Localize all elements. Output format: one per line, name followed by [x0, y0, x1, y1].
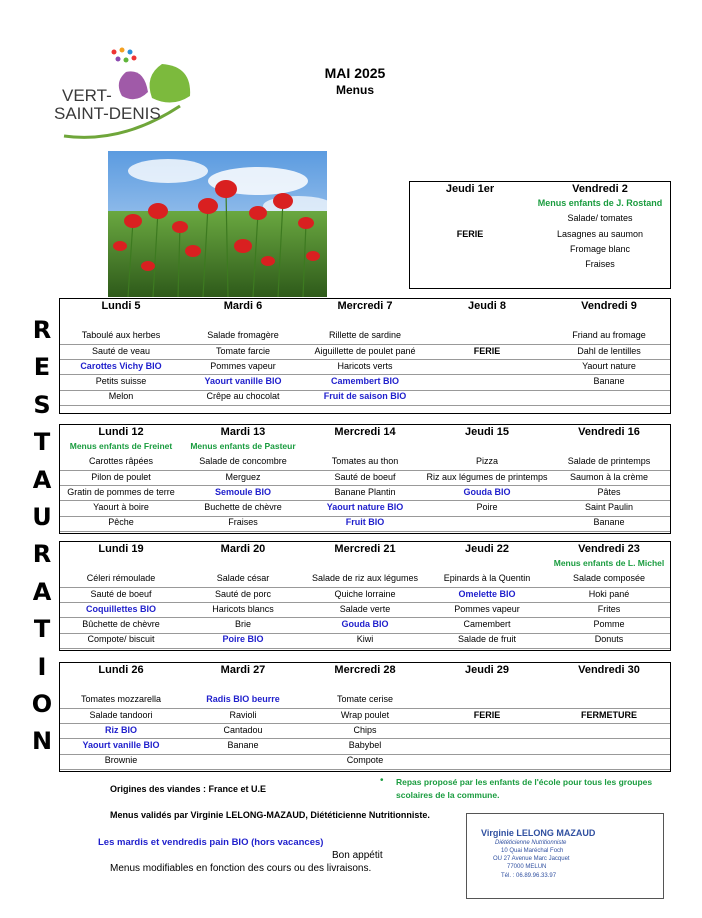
menu-item: Salade de printemps	[567, 456, 651, 467]
day-header: Vendredi 9	[581, 300, 637, 312]
menu-item: Epinards à la Quentin	[443, 573, 531, 584]
kids-note-line1: Repas proposé par les enfants de l'école pour tous les groupes	[396, 777, 653, 787]
vertical-letter: S	[33, 390, 51, 419]
day-header: Mardi 20	[220, 543, 266, 555]
menu-item	[548, 738, 670, 753]
menu-item: Carottes râpées	[88, 456, 154, 467]
kids-menu-label: Menus enfants de Pasteur	[190, 441, 296, 451]
menu-item: Kiwi	[356, 634, 374, 645]
menu-item: Melon	[108, 391, 134, 402]
day-header: Vendredi 30	[578, 664, 640, 676]
menu-item: Yaourt nature BIO	[326, 502, 404, 513]
menu-item: Carottes Vichy BIO	[80, 360, 162, 371]
menu-item: Salade verte	[339, 603, 391, 614]
kids-menu-label	[426, 556, 548, 571]
menu-item: Yaourt nature	[582, 360, 636, 371]
menu-item	[426, 374, 548, 389]
menu-item: Pâtes	[597, 486, 621, 497]
vertical-letter: T	[33, 615, 51, 644]
day-header: Vendredi 2	[572, 183, 628, 195]
menu-item: Salade césar	[216, 573, 270, 584]
menu-item: Bûchette de chèvre	[82, 619, 160, 630]
row-divider	[60, 617, 670, 618]
menu-item	[548, 389, 670, 404]
kids-menu-label	[426, 677, 548, 692]
day-header: Mercredi 7	[337, 300, 393, 312]
day-header: Mercredi 14	[334, 426, 396, 438]
stamp-name: Virginie LELONG MAZAUD	[481, 828, 596, 838]
menu-item: Yaourt vanille BIO	[204, 376, 282, 387]
menu-item: Tomate cerise	[336, 694, 394, 705]
vertical-restauration-label	[30, 312, 54, 761]
vertical-letter: T	[33, 428, 51, 457]
day-header: Vendredi 23	[578, 543, 640, 555]
vertical-letter: I	[37, 652, 47, 681]
menu-item: Yaourt vanille BIO	[82, 740, 160, 751]
row-divider	[60, 359, 670, 360]
logo-text-1: VERT-	[62, 86, 112, 105]
menu-item: Radis BIO beurre	[206, 694, 280, 705]
menu-item: Wrap poulet	[340, 709, 390, 720]
day-header: Mercredi 21	[334, 543, 396, 555]
menu-item: Salade/ tomates	[567, 213, 633, 224]
day-header: Lundi 12	[98, 426, 144, 438]
kids-menu-label	[182, 556, 304, 571]
menu-item: Friand au fromage	[572, 330, 646, 341]
menu-item: Fraises	[585, 259, 615, 270]
dietitian-stamp	[466, 813, 664, 899]
menu-item: Babybel	[348, 740, 382, 751]
menu-item	[426, 328, 548, 343]
menu-item: Sauté de veau	[91, 345, 151, 356]
menu-item: Gouda BIO	[463, 486, 511, 497]
menu-item: Banane	[593, 517, 625, 528]
row-divider	[60, 708, 670, 709]
row-divider	[60, 531, 670, 532]
menu-item: Cantadou	[223, 724, 263, 735]
menu-item: Coquillettes BIO	[85, 603, 156, 614]
menu-item: Aiguillette de poulet pané	[314, 345, 416, 356]
menu-item: Sauté de boeuf	[90, 588, 152, 599]
logo-text-2: SAINT-DENIS	[54, 104, 161, 123]
row-divider	[60, 633, 670, 634]
kids-menu-label	[60, 313, 182, 328]
menu-item: Pommes vapeur	[454, 603, 520, 614]
row-divider	[60, 723, 670, 724]
menu-item	[182, 753, 304, 768]
menu-item: Buchette de chèvre	[204, 502, 282, 513]
menu-item	[548, 692, 670, 707]
poppy-field-photo	[108, 151, 327, 297]
menu-item: Riz BIO	[104, 724, 137, 735]
menu-item: Sauté de porc	[214, 588, 272, 599]
menu-item: Sauté de boeuf	[334, 471, 396, 482]
row-divider	[60, 374, 670, 375]
menu-item: Fraises	[228, 517, 258, 528]
menu-item: Compote	[346, 755, 384, 766]
bullet-icon: •	[380, 775, 384, 786]
menu-item: Brie	[234, 619, 251, 630]
bread-note: Les mardis et vendredis pain BIO (hors vacances)	[98, 837, 324, 848]
vertical-letter: R	[32, 540, 52, 569]
page-subtitle: Menus	[335, 83, 374, 97]
row-divider	[60, 738, 670, 739]
kids-menu-label	[182, 677, 304, 692]
menu-item: Gouda BIO	[341, 619, 389, 630]
row-divider	[60, 470, 670, 471]
week-2-table	[59, 424, 671, 534]
kids-menu-label	[60, 556, 182, 571]
kids-menu-label: Menus enfants de Freinet	[69, 441, 173, 451]
menu-item: Banane	[227, 740, 259, 751]
week-1-table	[59, 298, 671, 414]
day-header: Mardi 13	[220, 426, 266, 438]
row-divider	[60, 516, 670, 517]
row-divider	[60, 485, 670, 486]
menu-item: Taboulé aux herbes	[81, 330, 161, 341]
modifiable-note: Menus modifiables en fonction des cours ou des livraisons.	[110, 863, 372, 874]
menu-item	[426, 515, 548, 530]
menu-item: Brownie	[104, 755, 138, 766]
menu-item: Fromage blanc	[569, 243, 631, 254]
day-header: Jeudi 15	[464, 426, 510, 438]
menu-item: Banane	[593, 376, 625, 387]
menu-item: Haricots blancs	[212, 603, 274, 614]
menu-item: Pommes vapeur	[210, 360, 276, 371]
menu-item: Salade de fruit	[457, 634, 517, 645]
day-column-jeudi-1	[410, 182, 530, 242]
menu-item: Frites	[597, 603, 621, 614]
menu-item: Tomates au thon	[331, 456, 399, 467]
kids-menu-label	[304, 677, 426, 692]
vertical-letter: U	[32, 503, 52, 532]
row-divider	[60, 500, 670, 501]
menu-item	[426, 738, 548, 753]
kids-menu-label	[304, 556, 426, 571]
menu-item	[426, 389, 548, 404]
stamp-city: 77000 MELUN	[507, 864, 547, 870]
menu-item: Rillette de sardine	[328, 330, 402, 341]
kids-menu-label	[304, 439, 426, 454]
kids-menu-label: Menus enfants de L. Michel	[553, 558, 665, 568]
menu-item: Salade de riz aux légumes	[311, 573, 419, 584]
kids-menu-label	[548, 677, 670, 692]
day-header: Lundi 19	[98, 543, 144, 555]
menu-item: Crêpe au chocolat	[206, 391, 280, 402]
kids-menu-label	[304, 313, 426, 328]
menu-item: Salade de concombre	[199, 456, 287, 467]
kids-menu-label: Menus enfants de J. Rostand	[537, 198, 663, 208]
menu-item: Saint Paulin	[584, 502, 634, 513]
kids-menu-label	[548, 439, 670, 454]
kids-menu-label	[60, 677, 182, 692]
stamp-address-2: OU 27 Avenue Marc Jacquet	[493, 856, 570, 862]
menu-item: Poire	[476, 502, 498, 513]
menu-item: Omelette BIO	[458, 588, 516, 599]
row-divider	[60, 754, 670, 755]
vertical-letter: A	[32, 577, 52, 606]
menu-item: Pomme	[593, 619, 625, 630]
menu-item: Salade fromagère	[207, 330, 279, 341]
menu-item	[426, 359, 548, 374]
row-divider	[60, 602, 670, 603]
kids-note-line2: scolaires de la commune.	[396, 790, 500, 800]
day-header: Lundi 26	[98, 664, 144, 676]
kids-menu-label	[182, 313, 304, 328]
menu-item: Semoule BIO	[214, 486, 271, 497]
validated-note: Menus validés par Virginie LELONG-MAZAUD, Diététicienne Nutritionniste.	[110, 810, 430, 820]
menu-item: Yaourt à boire	[93, 502, 149, 513]
menu-item: Salade composée	[572, 573, 646, 584]
week-0-table	[409, 181, 671, 289]
menu-item: Riz aux légumes de printemps	[426, 471, 548, 482]
vertical-letter: R	[32, 316, 52, 344]
menu-item: Petits suisse	[95, 376, 147, 387]
kids-menu-label	[426, 439, 548, 454]
menu-item: Tomate farcie	[215, 345, 271, 356]
day-column-vendredi-2	[530, 182, 670, 272]
menu-item: FERIE	[473, 709, 501, 720]
menu-item: Fruit BIO	[345, 517, 385, 528]
menu-item: Haricots verts	[337, 360, 393, 371]
vertical-letter: O	[31, 690, 53, 719]
menu-item: Pizza	[475, 456, 498, 467]
kids-menu-label	[548, 313, 670, 328]
menu-item: Merguez	[225, 471, 261, 482]
menu-item	[548, 723, 670, 738]
day-header: Jeudi 1er	[445, 183, 495, 195]
vertical-letter: A	[32, 465, 52, 494]
menu-item: Ravioli	[229, 709, 257, 720]
stamp-address-1: 10 Quai Maréchal Foch	[501, 848, 564, 854]
menu-item	[426, 753, 548, 768]
menu-item: Quiche lorraine	[334, 588, 396, 599]
bon-appetit: Bon appétit	[332, 850, 383, 861]
menu-item: Donuts	[594, 634, 624, 645]
menu-item: Salade tandoori	[89, 709, 153, 720]
menu-item: Camembert	[463, 619, 511, 630]
menu-item: Banane Plantin	[334, 486, 396, 497]
menu-item: FERMETURE	[581, 709, 637, 720]
menu-item: Gratin de pommes de terre	[67, 486, 175, 497]
stamp-role: Diététicienne Nutritionniste	[495, 840, 567, 846]
row-divider	[60, 390, 670, 391]
row-divider	[60, 648, 670, 649]
menu-item: Fruit de saison BIO	[323, 391, 407, 402]
menu-item: Pilon de poulet	[91, 471, 151, 482]
stamp-phone: Tél. : 06.89.96.33.97	[501, 873, 557, 879]
page-title: MAI 2025	[324, 65, 386, 81]
day-header: Lundi 5	[101, 300, 141, 312]
row-divider	[60, 405, 670, 406]
day-header: Vendredi 16	[578, 426, 640, 438]
day-header: Mardi 6	[223, 300, 263, 312]
menu-item: Lasagnes au saumon	[556, 228, 644, 239]
meat-origin-note: Origines des viandes : France et U.E	[110, 784, 267, 794]
vertical-letter: N	[31, 727, 53, 756]
row-divider	[60, 344, 670, 345]
menu-item: Tomates mozzarella	[80, 694, 162, 705]
menu-item: Compote/ biscuit	[87, 634, 155, 645]
vertical-letter: E	[33, 353, 51, 382]
menu-item	[548, 753, 670, 768]
menu-item: Camembert BIO	[330, 376, 400, 387]
menu-item: Pêche	[108, 517, 134, 528]
menu-item: FERIE	[473, 345, 501, 356]
day-header: Mercredi 28	[334, 664, 396, 676]
kids-menu-label	[426, 313, 548, 328]
week-4-table	[59, 662, 671, 772]
row-divider	[60, 769, 670, 770]
menu-item: Poire BIO	[222, 634, 264, 645]
row-divider	[60, 587, 670, 588]
week-3-table	[59, 541, 671, 651]
menu-item	[426, 723, 548, 738]
menu-item: Hoki pané	[588, 588, 630, 599]
menu-item: Saumon à la crème	[569, 471, 649, 482]
day-header: Jeudi 8	[468, 300, 506, 312]
menu-item	[426, 692, 548, 707]
ferie-label: FERIE	[456, 228, 484, 239]
day-header: Mardi 27	[220, 664, 266, 676]
menu-item: Céleri rémoulade	[86, 573, 156, 584]
day-header: Jeudi 29	[464, 664, 510, 676]
day-header: Jeudi 22	[464, 543, 510, 555]
menu-item: Chips	[353, 724, 377, 735]
menu-item: Dahl de lentilles	[577, 345, 641, 356]
